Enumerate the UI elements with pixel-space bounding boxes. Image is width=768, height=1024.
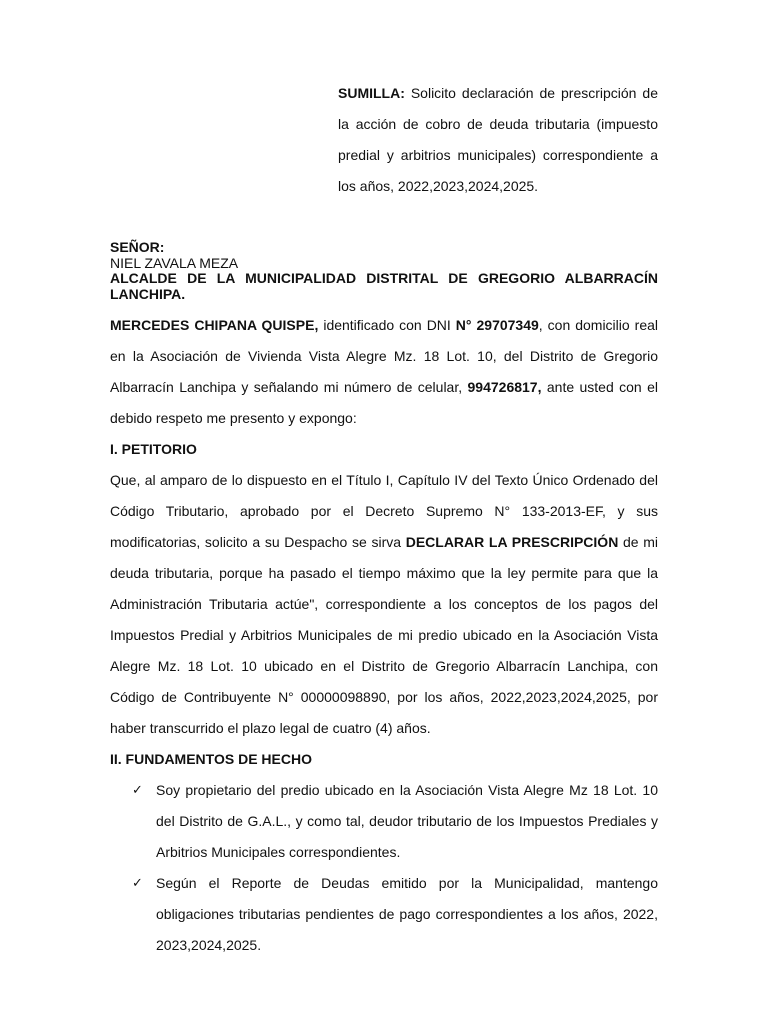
- list-item: [132, 775, 658, 868]
- list-item: [132, 868, 658, 961]
- intro-text-2: , con domicilio real en la Asociación de Vivienda Vista Alegre Mz. 18 Lot. 10, del Distrito de Gregorio Albarracín Lanchipa y señalando mi número de celular,: [110, 317, 659, 395]
- petitorio-text-1: Que, al amparo de lo dispuesto en el Título I, Capítulo IV del Texto Único Ordenado del Código Tributario, aprobado por el Decreto Supremo N° 133-2013-EF, y sus modificatorias, solicito a su Despacho se sirva: [110, 472, 658, 550]
- intro-text-1: identificado con DNI: [318, 317, 456, 333]
- fundamentos-list: [110, 775, 658, 961]
- applicant-phone: 994726817,: [467, 379, 542, 395]
- addressee-name: NIEL ZAVALA MEZA: [110, 254, 239, 271]
- petitorio-paragraph: [110, 465, 658, 744]
- applicant-name: MERCEDES CHIPANA QUISPE,: [110, 317, 319, 333]
- intro-text-3: ante usted con el debido respeto me presento y expongo:: [110, 379, 658, 426]
- checkmark-icon: ✓: [132, 876, 143, 891]
- sumilla-label: SUMILLA:: [338, 85, 405, 101]
- petitorio-text-2: de mi deuda tributaria, porque ha pasado el tiempo máximo que la ley permite para que la Administración Tributaria actúe", correspondiente a los conceptos de los pagos del Impuestos Predial y Arbitrios Municipales de mi predio ubicado en la Asociación Vista Alegre Mz. 18 Lot. 10 ubicado en el Distrito de Gregorio Albarracín Lanchipa, con Código de Contribuyente N° 00000098890, por los años, 2022,2023,2024,2025, por haber transcurrido el plazo legal de cuatro (4) años.: [110, 534, 658, 736]
- list-item-text: Soy propietario del predio ubicado en la Asociación Vista Alegre Mz 18 Lot. 10 del Distrito de G.A.L., y como tal, deudor tributario de los Impuestos Prediales y Arbitrios Municipales correspondientes.: [156, 782, 658, 860]
- addressee-title: ALCALDE DE LA MUNICIPALIDAD DISTRITAL DE GREGORIO ALBARRACÍN LANCHIPA.: [110, 270, 658, 302]
- sumilla-text: Solicito declaración de prescripción de la acción de cobro de deuda tributaria (impuesto predial y arbitrios municipales) correspondiente a los años, 2022,2023,2024,2025.: [338, 85, 658, 194]
- applicant-dni: N° 29707349: [455, 317, 539, 333]
- list-item-text: Según el Reporte de Deudas emitido por la Municipalidad, mantengo obligaciones tributarias pendientes de pago correspondientes a los años, 2022, 2023,2024,2025.: [156, 875, 658, 953]
- salutation: SEÑOR:: [110, 239, 165, 255]
- sumilla-block: [338, 78, 658, 202]
- checkmark-icon: ✓: [132, 783, 143, 798]
- document-body: [110, 310, 658, 961]
- addressee-block: [110, 240, 658, 302]
- fundamentos-heading: II. FUNDAMENTOS DE HECHO: [110, 751, 312, 767]
- petitorio-heading: I. PETITORIO: [110, 441, 197, 457]
- petitorio-emphasis: DECLARAR LA PRESCRIPCIÓN: [405, 534, 619, 550]
- intro-paragraph: [110, 310, 658, 434]
